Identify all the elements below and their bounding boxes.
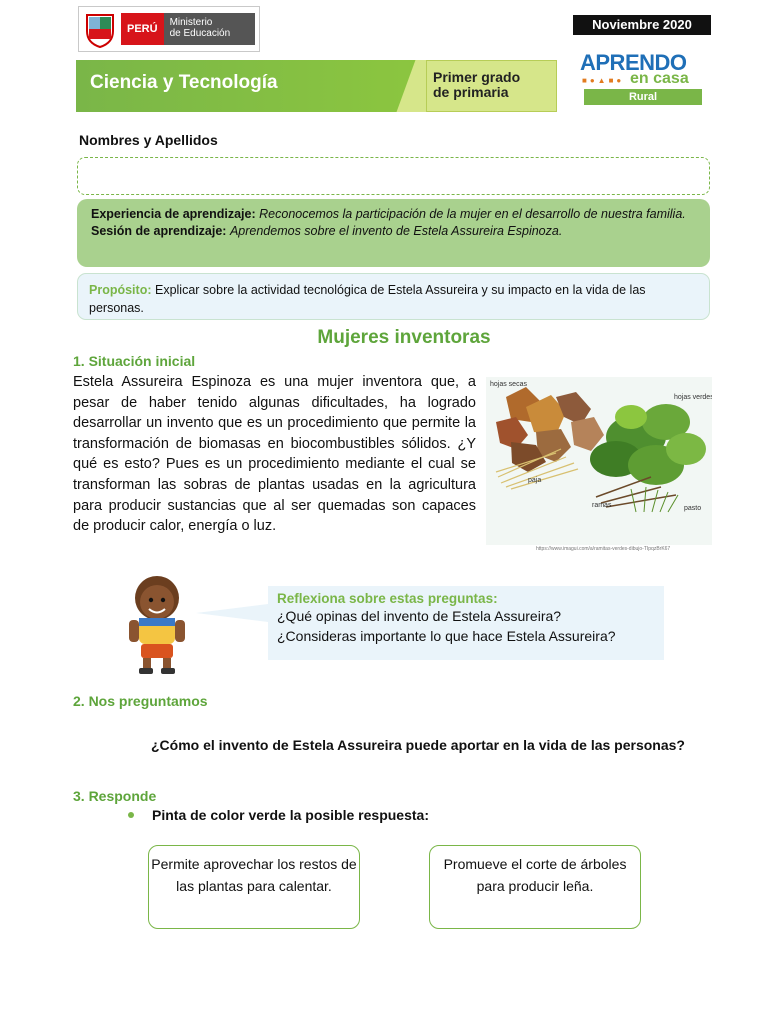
dry-leaves-icon — [496, 387, 604, 472]
reflection-question-2: ¿Consideras importante lo que hace Estela Assureira? — [277, 628, 616, 644]
image-source-caption: https://www.imagui.com/a/ramitas-verdes-dibujo-TIpqzBrK67 — [536, 546, 671, 552]
grass-icon — [631, 487, 678, 512]
date-badge: Noviembre 2020 — [573, 15, 711, 35]
session-text: Aprendemos sobre el invento de Estela Assureira Espinoza. — [229, 224, 563, 238]
bullet-icon — [128, 812, 134, 818]
experience-text: Reconocemos la participación de la mujer en el desarrollo de nuestra familia. — [259, 207, 686, 221]
grade-label: Primer grado de primaria — [433, 69, 521, 100]
experience-label: Experiencia de aprendizaje: — [91, 207, 256, 221]
peru-label: PERÚ — [121, 13, 164, 45]
session-label: Sesión de aprendizaje: — [91, 224, 227, 238]
biomass-illustration — [486, 377, 712, 545]
section-3-heading: 3. Responde — [73, 788, 157, 804]
brand-title: APRENDO — [580, 50, 687, 75]
reflection-bubble — [268, 586, 664, 660]
ministry-line-2: de Educación — [169, 28, 231, 39]
label-dry-leaves: hojas secas — [490, 381, 527, 388]
ministry-line-1: Ministerio — [169, 17, 213, 28]
reflection-title: Reflexiona sobre estas preguntas: — [277, 591, 498, 606]
child-character-icon — [115, 572, 199, 676]
guiding-question: ¿Cómo el invento de Estela Assureira puede aportar en la vida de las personas? — [151, 737, 685, 753]
label-branches: ramas — [592, 502, 612, 509]
section-1-body: Estela Assureira Espinoza es una mujer inventora que, a pesar de haber tenido algunas dificultades, ha logrado desarrollar un invento que es un procedimiento que permite la transformación de biomasas en biocombustibles sólidos. ¿Y qué es esto? Pues es un procedimiento mediante el cual se transforman las sobras de plantas usadas en la agricultura para producir sustancias que al ser quemadas son capaces de producir calor, energía o luz. — [73, 374, 476, 535]
speech-bubble-tail — [196, 603, 276, 623]
brand-tag: Rural — [584, 89, 702, 105]
aprendo-en-casa-logo — [578, 50, 708, 110]
instruction-text: Pinta de color verde la posible respuesta: — [152, 807, 429, 823]
minedu-logo — [78, 6, 260, 52]
page-title: Mujeres inventoras — [317, 327, 491, 348]
ministry-label — [164, 13, 255, 45]
grade-panel — [426, 60, 557, 112]
section-1-heading: 1. Situación inicial — [73, 353, 196, 369]
section-2-heading: 2. Nos preguntamos — [73, 693, 208, 709]
student-name-field[interactable] — [77, 157, 710, 195]
label-green-leaves: hojas verdes — [674, 394, 712, 401]
label-grass: pasto — [684, 505, 702, 512]
subject-panel — [76, 60, 426, 112]
purpose-box — [77, 273, 710, 320]
purpose-label: Propósito: — [89, 283, 152, 297]
brand-subtitle: en casa — [630, 70, 689, 87]
green-leaves-icon — [590, 404, 706, 485]
brand-dots-icon: ■●▲■● — [582, 76, 625, 85]
subject-banner — [76, 60, 557, 112]
purpose-text: Explicar sobre la actividad tecnológica de Estela Assureira y su impacto en la vida de las personas. — [89, 283, 646, 315]
learning-experience-box — [77, 199, 710, 267]
peru-shield-icon — [83, 9, 117, 49]
answer-option-1[interactable]: Permite aprovechar los restos de las plantas para calentar. — [148, 845, 360, 929]
subject-title: Ciencia y Tecnología — [90, 72, 278, 93]
instruction-item — [128, 807, 429, 823]
answer-option-2[interactable]: Promueve el corte de árboles para producir leña. — [429, 845, 641, 929]
label-straw: paja — [528, 477, 542, 484]
student-name-label: Nombres y Apellidos — [79, 132, 218, 148]
reflection-question-1: ¿Qué opinas del invento de Estela Assureira? — [277, 608, 562, 624]
